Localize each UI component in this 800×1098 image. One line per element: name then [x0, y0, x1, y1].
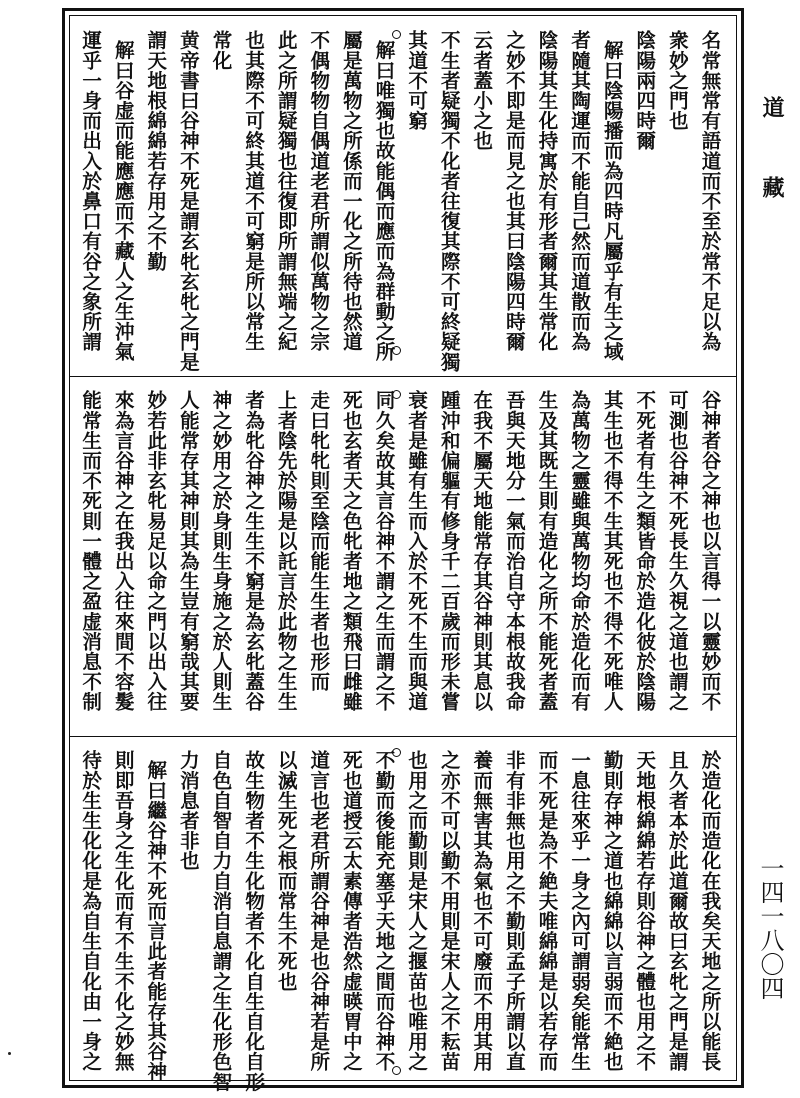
text-column: 名常無常有語道而不至於常不足以為: [698, 30, 722, 352]
text-column: 者隨其陶運而不能自己然而道散而為: [568, 30, 592, 352]
text-column: 生及其既生則有造化之所不能死者蓋: [535, 390, 559, 712]
text-column: 為萬物之靈雖與萬物均命於造化而有: [568, 390, 592, 712]
text-panel-bottom: [70, 736, 736, 1092]
text-column: 天地根綿綿若存則谷神之體也用之不: [633, 750, 657, 1072]
text-column: 之妙不即是而見之也其曰陰陽四時爾: [502, 30, 526, 352]
text-column: 也用之而勤則是宋人之揠苗也唯用之: [405, 750, 429, 1072]
text-block: [69, 15, 737, 1092]
text-column: 待於生生化化是為自生自化由一身之: [79, 750, 103, 1072]
text-column: 也其際不可終其道不可窮是所以常生: [242, 30, 266, 352]
text-column: 死也道授云太素傳者浩然虚暎胃中之: [339, 750, 363, 1072]
text-column: 衆妙之門也: [665, 30, 689, 131]
text-column: 吾與天地分一氣而治自守本根故我命: [502, 390, 526, 712]
collection-title-bottom: 藏: [759, 176, 785, 198]
section-circle-mark: [392, 1066, 401, 1075]
text-column: 之亦不可以勤不用則是宋人之不耘苗: [437, 750, 461, 1072]
text-column: 在我不屬天地能常存其谷神則其息以: [470, 390, 494, 712]
text-column: 此之所謂疑獨也往復即所謂無端之紀: [274, 30, 298, 352]
text-column: 解曰唯獨也故能偶而應而為群動之所: [372, 40, 396, 362]
text-column: 衰者是雖有生而入於不死不生而與道: [405, 390, 429, 712]
text-column: 解曰谷虚而能應應而不藏人之生沖氣: [111, 40, 135, 362]
text-column: 人能常存其神則其為生豈有窮哉其要: [176, 390, 200, 712]
text-column: 不生者疑獨不化者往復其際不可終疑獨: [437, 30, 461, 372]
text-column: 者為牝谷神之生生不窮是為玄牝蓋谷: [242, 390, 266, 712]
text-column: 神之妙用之於身則生身施之於人則生: [209, 390, 233, 712]
text-column: 且久者本於此道爾故曰玄牝之門是謂: [665, 750, 689, 1072]
page-number: 一四一八〇四: [756, 856, 784, 1000]
text-column: 來為言谷神之在我出入往來間不容髮: [111, 390, 135, 712]
text-column: 則即吾身之生化而有不生不化之妙無: [111, 750, 135, 1072]
text-column: 以滅生死之根而常生不死也: [274, 750, 298, 992]
text-panel-middle: [70, 376, 736, 737]
text-column: 故生物者不生化物者不化自生自化自形: [242, 750, 266, 1092]
text-panel-top: [70, 16, 736, 377]
page-frame: [62, 8, 744, 1092]
section-circle-mark: [392, 390, 401, 399]
text-column: 黄帝書曰谷神不死是謂玄牝玄牝之門是: [176, 30, 200, 372]
text-column: 常化: [209, 30, 233, 71]
text-column: 一息往來乎一身之內可謂弱矣能常生: [568, 750, 592, 1072]
text-column: 妙若此非玄牝易足以命之門以出入往: [144, 390, 168, 712]
text-column: 非有非無也用之不勤則孟子所謂以直: [502, 750, 526, 1072]
text-column: 其道不可窮: [405, 30, 429, 131]
text-column: 自色自智自力自消自息謂之生化形色智: [209, 750, 233, 1092]
text-column: 養而無害其為氣也不可廢而不用其用: [470, 750, 494, 1072]
section-circle-mark: [392, 30, 401, 39]
text-column: 同久矣故其言谷神不謂之生而謂之不: [372, 390, 396, 712]
text-column: 不偶物物自偶道老君所謂似萬物之宗: [307, 30, 331, 352]
text-column: 能常生而不死則一體之盈虚消息不制: [79, 390, 103, 712]
text-column: 屬是萬物之所係而一化之所待也然道: [339, 30, 363, 352]
text-column: 運乎一身而出入於鼻口有谷之象所謂: [79, 30, 103, 352]
text-column: 道言也老君所謂谷神是也谷神若是所: [307, 750, 331, 1072]
text-column: 陰陽其生化持寓於有形者爾其生常化: [535, 30, 559, 352]
section-circle-mark: [392, 748, 401, 757]
text-column: 死也玄者天之色牝者地之類飛曰雌雖: [339, 390, 363, 712]
scan-speck: [8, 1052, 11, 1055]
text-column: 走曰牝牝則至陰而能生生者也形而: [307, 390, 331, 692]
text-column: 解曰陰陽播而為四時凡屬乎有生之域: [600, 40, 624, 362]
collection-title-top: 道: [759, 96, 785, 118]
text-column: 云者蓋小之也: [470, 30, 494, 151]
text-column: 勤則存神之道也綿綿以言弱而不絶也: [600, 750, 624, 1072]
text-column: 不死者有生之類皆命於造化彼於陰陽: [633, 390, 657, 712]
text-column: 力消息者非也: [176, 750, 200, 871]
text-column: 謂天地根綿綿若存用之不勤: [144, 30, 168, 272]
text-column: 陰陽兩四時爾: [633, 30, 657, 151]
text-column: 上者陰先於陽是以託言於此物之生生: [274, 390, 298, 712]
text-column: 其生也不得不生其死也不得不死唯人: [600, 390, 624, 712]
text-column: 解曰繼谷神不死而言此者能存其谷神: [144, 760, 168, 1082]
text-column: 不勤而後能充塞乎天地之間而谷神不: [372, 750, 396, 1072]
text-column: 而不死是為不絶夫唯綿綿是以若存而: [535, 750, 559, 1072]
text-column: 可測也谷神不死長生久視之道也謂之: [665, 390, 689, 712]
text-column: 踵沖和偏軀有修身千二百歲而形未嘗: [437, 390, 461, 712]
text-column: 於造化而造化在我矣天地之所以能長: [698, 750, 722, 1072]
text-column: 谷神者谷之神也以言得一以靈妙而不: [698, 390, 722, 712]
section-circle-mark: [392, 346, 401, 355]
